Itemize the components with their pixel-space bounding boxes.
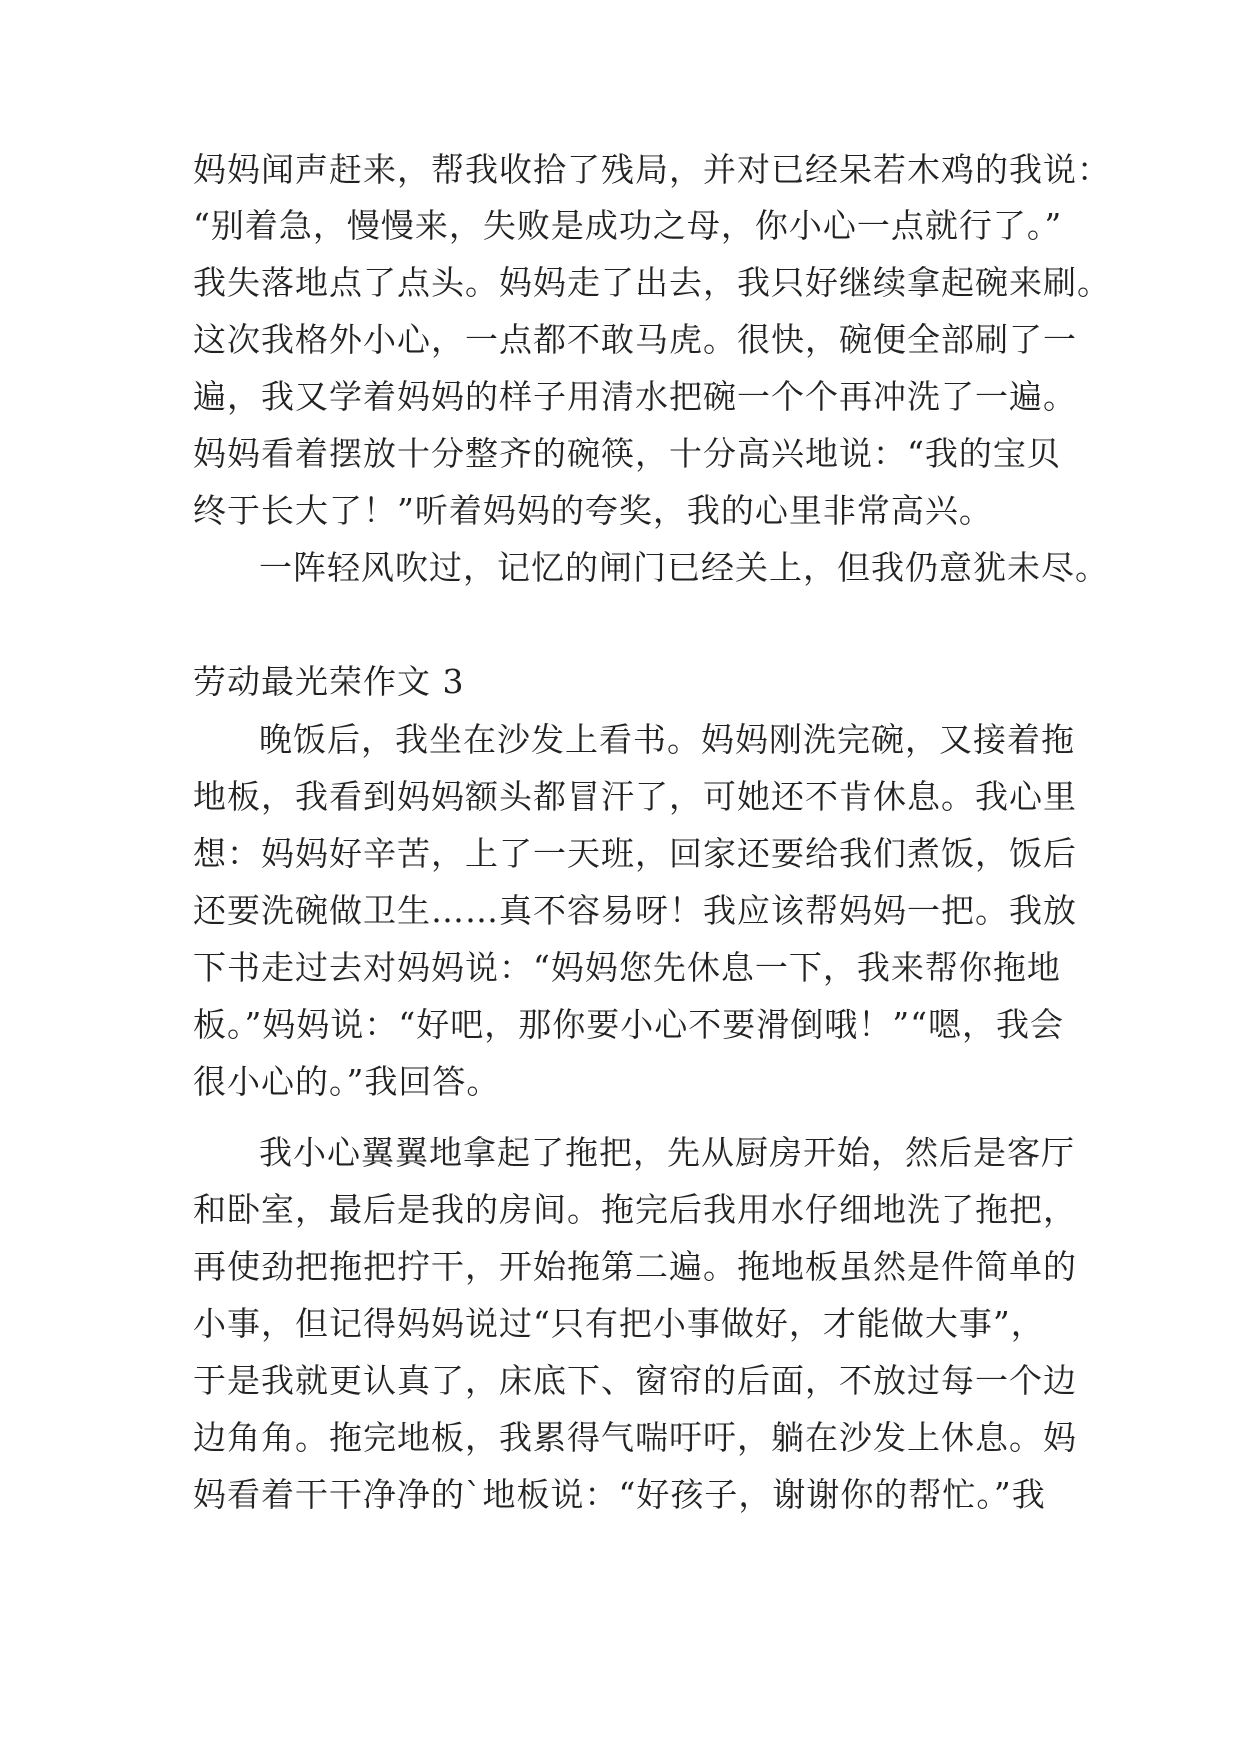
paragraph-line: 小事，但记得妈妈说过“只有把小事做好，才能做大事”， bbox=[193, 1304, 1045, 1343]
paragraph-line: 和卧室，最后是我的房间。拖完后我用水仔细地洗了拖把， bbox=[193, 1190, 1077, 1229]
paragraph-line: 妈看着干干净净的`地板说：“好孩子，谢谢你的帮忙。”我 bbox=[193, 1475, 1046, 1514]
paragraph-line: 地板，我看到妈妈额头都冒汗了，可她还不肯休息。我心里 bbox=[193, 777, 1077, 816]
paragraph-line: 这次我格外小心，一点都不敢马虎。很快，碗便全部刷了一 bbox=[193, 320, 1077, 359]
paragraph-line: 板。”妈妈说：“好吧，那你要小心不要滑倒哦！”“嗯，我会 bbox=[193, 1005, 1064, 1044]
paragraph-line: 一阵轻风吹过，记忆的闸门已经关上，但我仍意犹未尽。 bbox=[259, 548, 1109, 587]
paragraph-line: 晚饭后，我坐在沙发上看书。妈妈刚洗完碗，又接着拖 bbox=[259, 720, 1075, 759]
paragraph-line: 很小心的。”我回答。 bbox=[193, 1062, 501, 1101]
paragraph-line: 妈妈看着摆放十分整齐的碗筷，十分高兴地说：“我的宝贝 bbox=[193, 434, 1061, 473]
paragraph-line: 下书走过去对妈妈说：“妈妈您先休息一下，我来帮你拖地 bbox=[193, 948, 1061, 987]
paragraph-line: 我失落地点了点头。妈妈走了出去，我只好继续拿起碗来刷。 bbox=[193, 263, 1111, 302]
paragraph-line: 还要洗碗做卫生……真不容易呀！我应该帮妈妈一把。我放 bbox=[193, 891, 1077, 930]
paragraph-line: 妈妈闻声赶来，帮我收拾了残局，并对已经呆若木鸡的我说： bbox=[193, 150, 1111, 189]
section-title: 劳动最光荣作文 3 bbox=[193, 662, 465, 701]
paragraph-line: 终于长大了！”听着妈妈的夸奖，我的心里非常高兴。 bbox=[193, 491, 993, 530]
paragraph-line: 边角角。拖完地板，我累得气喘吁吁，躺在沙发上休息。妈 bbox=[193, 1418, 1077, 1457]
paragraph-line: 于是我就更认真了，床底下、窗帘的后面，不放过每一个边 bbox=[193, 1361, 1077, 1400]
paragraph-line: 想：妈妈好辛苦，上了一天班，回家还要给我们煮饭，饭后 bbox=[193, 834, 1077, 873]
paragraph-line: “别着急，慢慢来，失败是成功之母，你小心一点就行了。” bbox=[193, 206, 1063, 245]
paragraph-line: 我小心翼翼地拿起了拖把，先从厨房开始，然后是客厅 bbox=[259, 1133, 1075, 1172]
paragraph-line: 遍，我又学着妈妈的样子用清水把碗一个个再冲洗了一遍。 bbox=[193, 377, 1077, 416]
paragraph-line: 再使劲把拖把拧干，开始拖第二遍。拖地板虽然是件简单的 bbox=[193, 1247, 1077, 1286]
